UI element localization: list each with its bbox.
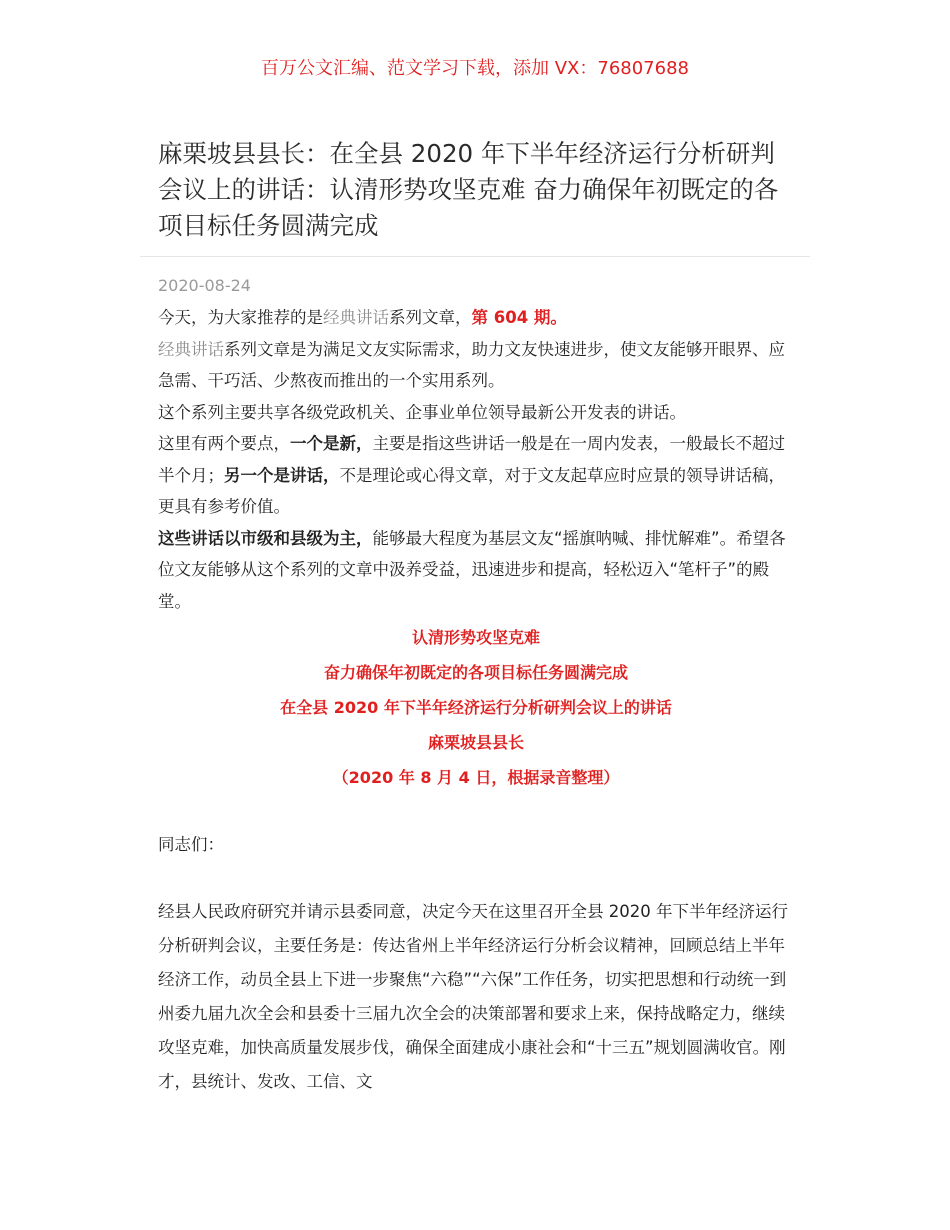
title-divider [140, 256, 810, 257]
speech-paragraph-1: 经县人民政府研究并请示县委同意，决定今天在这里召开全县 2020 年下半年经济运行分析研判会议，主要任务是：传达省州上半年经济运行分析会议精神，回顾总结上半年经济工作，动员全县上下进一步聚焦“六稳”“六保”工作任务，切实把思想和行动统一到州委九届九次全会和县委十三届九次全会的决策部署和要求上来，保持战略定力，继续攻坚克难，加快高质量发展步伐，确保全面建成小康社会和“十三五”规划圆满收官。刚才，县统计、发改、工信、文 [158, 901, 788, 1091]
intro-paragraph-3: 这个系列主要共享各级党政机关、企事业单位领导最新公开发表的讲话。 [158, 402, 686, 422]
intro-text: 主要是指这些讲话一般是在一周内发表，一般最长不超过半个月； [158, 434, 785, 485]
intro-text: 系列文章， [389, 308, 472, 327]
intro-text: 系列文章是为满足文友实际需求，助力文友快速进步，使文友能够开眼界、应急需、干巧活、少熬夜而推出的一个实用系列。 [158, 339, 785, 390]
series-name: 经典讲话 [323, 308, 389, 327]
issue-number: 第 604 期。 [471, 308, 567, 327]
speech-greeting: 同志们： [158, 835, 224, 854]
intro-paragraph-5 [158, 523, 794, 618]
article-date: 2020-08-24 [158, 276, 251, 295]
intro-text: 不是理论或心得文章，对于文友起草应时应景的领导讲话稿，更具有参考价值。 [158, 465, 785, 516]
series-name: 经典讲话 [158, 339, 224, 359]
intro-paragraph-1 [158, 302, 794, 334]
key-point-level: 这些讲话以市级和县级为主， [158, 528, 373, 548]
intro-paragraph-2 [158, 334, 794, 397]
intro-text: 今天，为大家推荐的是 [158, 308, 323, 327]
intro-text: 能够最大程度为基层文友“摇旗呐喊、排忧解难”。希望各位文友能够从这个系列的文章中汲养受益，迅速进步和提高，轻松迈入“笔杆子”的殿堂。 [158, 528, 786, 611]
speech-heading [158, 620, 794, 795]
article-title: 麻栗坡县县长：在全县 2020 年下半年经济运行分析研判会议上的讲话：认清形势攻坚克难 奋力确保年初既定的各项目标任务圆满完成 [158, 139, 779, 240]
promo-header: 百万公文汇编、范文学习下载，添加 VX：76807688 [261, 58, 689, 79]
key-point-speech: 另一个是讲话， [224, 465, 340, 485]
speech-date-note: （2020 年 8 月 4 日，根据录音整理） [332, 768, 620, 787]
intro-text: 这里有两个要点， [158, 434, 290, 453]
article-body [158, 302, 794, 1099]
key-point-new: 一个是新， [290, 434, 373, 453]
speech-speaker: 麻栗坡县县长 [427, 733, 524, 752]
speech-heading-line: 奋力确保年初既定的各项目标任务圆满完成 [323, 663, 628, 682]
intro-paragraph-4 [158, 428, 794, 523]
speech-heading-line: 在全县 2020 年下半年经济运行分析研判会议上的讲话 [280, 698, 672, 717]
speech-heading-line: 认清形势攻坚克难 [411, 628, 540, 647]
